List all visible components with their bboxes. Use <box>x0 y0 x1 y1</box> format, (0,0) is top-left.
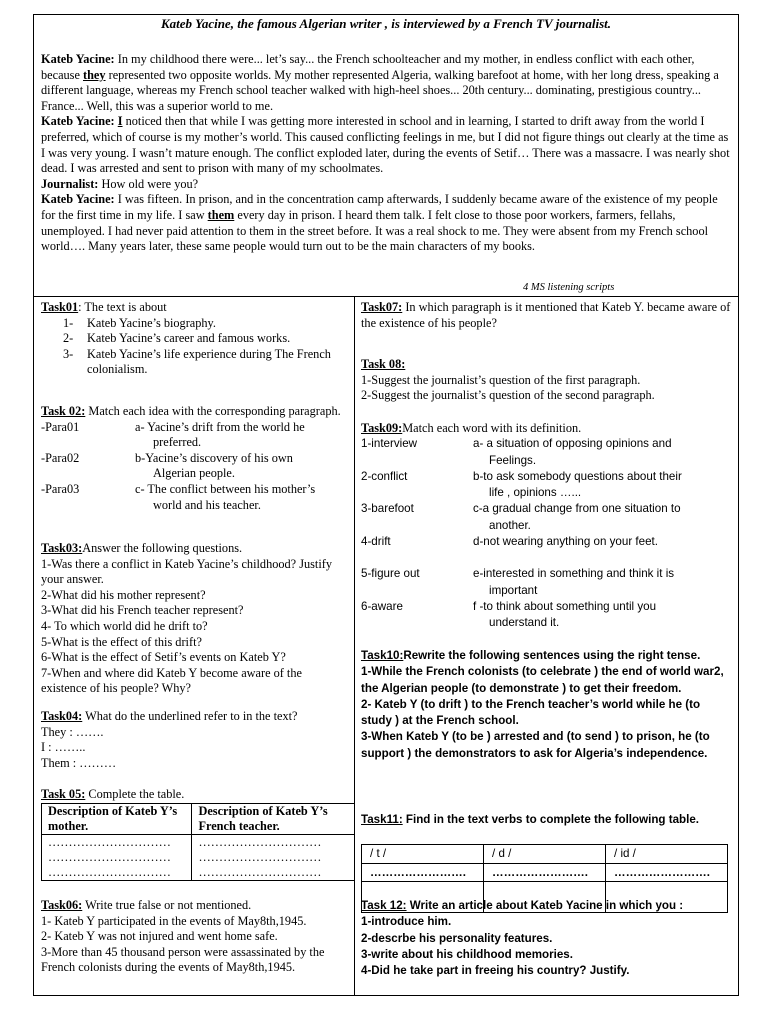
task04-item: Them : ……… <box>41 755 117 770</box>
task12: Task 12: Write an article about Kateb Yacine in which you : 1-introduce him. 2-descrbe his personality features. 3-write about his childhood memories. 4-Did he take part in freeing his country? Justify. <box>361 898 733 979</box>
task05-table <box>41 803 355 881</box>
task10-item: 3-When Kateb Y (to be ) arrested and (to send ) to prison, he (to support ) the demonstrators to ask for Algeria’s independence. <box>361 730 710 760</box>
task09-row: 2-conflict b-to ask somebody questions about their life , opinions …... <box>361 469 682 500</box>
underlined-them: them <box>207 207 235 222</box>
task11: Task11: Find in the text verbs to complete the following table. <box>361 813 699 826</box>
task05-cell[interactable]: ………………………… ………………………… ………………………… <box>192 835 355 881</box>
task09-row: 6-aware f -to think about something until you understand it. <box>361 599 657 630</box>
task05-header-teacher: Description of Kateb Y’s French teacher. <box>192 804 355 835</box>
source-note: 4 MS listening scripts <box>523 282 615 293</box>
task02-row: -Para01 a- Yacine’s drift from the world he preferred. <box>41 419 305 450</box>
task10-item: 2- Kateb Y (to drift ) to the French teacher’s world while he (to study ) at the French school. <box>361 697 701 728</box>
task11-header-d: / d / <box>484 845 606 864</box>
task02-row: -Para02 b-Yacine’s discovery of his own Algerian people. <box>41 450 293 481</box>
task09-row: 1-interview a- a situation of opposing opinions and Feelings. <box>361 437 672 467</box>
underlined-they: they <box>83 67 106 82</box>
task03-question: 7-When and where did Kateb Y become aware of the existence of his people? Why? <box>41 665 302 696</box>
task07: Task07: In which paragraph is it mentioned that Kateb Y. became aware of the existence of his people? <box>361 300 731 330</box>
task12-item: 3-write about his childhood memories. <box>361 947 573 961</box>
task05-header-mother: Description of Kateb Y’s mother. <box>42 804 192 835</box>
task01-option: 1- Kateb Yacine’s biography. <box>63 315 216 330</box>
task01-option: 3- Kateb Yacine’s life experience during The French colonialism. <box>63 346 331 377</box>
task09-row: 3-barefoot c-a gradual change from one situation to another. <box>361 502 681 532</box>
interview-paragraph-2: Kateb Yacine: I noticed then that while I was getting more interested in school and in learning, I started to drift away from the world I preferred, which of course is my mother’s world. This caused conflicting feelings in me, but I did not figure things out clearly at the time as I was very young. I wasn’t mature enough. The conflict exploded later, during the events of Setif… There was a massacre. I was nearly shot dead. I was arrested and sent to prison with many of my schoolmates. <box>41 114 730 176</box>
task02: Task 02: Match each idea with the corresponding paragraph. -Para01 a- Yacine’s drift from the world he preferred. -Para02 b-Yacine’s discovery of his own Algerian people. -Para03 c- The conflict between his mother’s world and his teacher. <box>41 404 350 513</box>
task03-question: 3-What did his French teacher represent? <box>41 603 244 618</box>
task04-item: They : ……. <box>41 724 104 739</box>
task08-item: 2-Suggest the journalist’s question of the second paragraph. <box>361 388 655 403</box>
task11-cell[interactable]: ……………………. <box>606 863 728 882</box>
task08-item: 1-Suggest the journalist’s question of the first paragraph. <box>361 372 641 387</box>
task03-question: 5-What is the effect of this drift? <box>41 634 202 649</box>
task02-row: -Para03 c- The conflict between his mother’s world and his teacher. <box>41 481 316 512</box>
task11-header-id: / id / <box>606 845 728 864</box>
task05: Task 05: Complete the table. <box>41 787 185 801</box>
interview-journalist-question: Journalist: How old were you? <box>41 176 199 191</box>
task09-row: 5-figure out e-interested in something and think it is important <box>361 567 675 597</box>
interview-paragraph-3: Kateb Yacine: I was fifteen. In prison, and in the concentration camp afterwards, I suddenly became aware of the existence of my people for the first time in my life. I saw them every day in prison. I heard them talk. I felt close to those poor workers, farmers, fellahs, unemployed. I had never paid attention to them in the street before. It was a real shock to me. They were absent from my French school world…. Many years later, these same people would turn out to be the main characters of my books. <box>41 192 718 254</box>
task08: Task 08: 1-Suggest the journalist’s question of the first paragraph. 2-Suggest the journalist’s question of the second paragraph. <box>361 357 733 404</box>
worksheet-page <box>33 14 739 996</box>
task03-question: 1-Was there a conflict in Kateb Yacine’s childhood? Justify your answer. <box>41 556 332 587</box>
task03-question: 6-What is the effect of Setif’s events on Kateb Y? <box>41 650 286 665</box>
task11-header-t: / t / <box>362 845 484 864</box>
task05-cell[interactable]: ………………………… ………………………… ………………………… <box>42 835 192 881</box>
task06-item: 3-More than 45 thousand person were assassinated by the French colonists during the events of May8th,1945. <box>41 944 325 975</box>
task06: Task06: Write true false or not mentioned. 1- Kateb Y participated in the events of May8th,1945. 2- Kateb Y was not injured and went home safe. 3-More than 45 thousand person were assassinated by the French colonists during the events of May8th,1945. <box>41 898 350 976</box>
task04-item: I : …….. <box>41 740 86 755</box>
task11-cell[interactable]: ……………………. <box>484 863 606 882</box>
task09: Task09:Match each word with its definition. 1-interview a- a situation of opposing opinions and Feelings. 2-conflict b-to ask somebody questions about their life , opinions …... 3-barefoot c-a gradual change from one situation to another. 4-drift d-not wearing anything on your feet. 5-figure out e-interested in something and think it is important 6-aware f -to think about something until you understand it. <box>361 420 733 632</box>
column-divider <box>354 297 355 995</box>
task11-cell[interactable]: ……………………. <box>362 863 484 882</box>
interview-section <box>34 15 738 297</box>
task01-option: 2- Kateb Yacine’s career and famous works. <box>63 331 291 346</box>
task03: Task03:Answer the following questions. 1-Was there a conflict in Kateb Yacine’s childhood? Justify your answer. 2-What did his mother represent? 3-What did his French teacher represent? 4- To which world did he drift to? 5-What is the effect of this drift? 6-What is the effect of Setif’s events on Kateb Y? 7-When and where did Kateb Y become aware of the existence of his people? Why? <box>41 541 350 697</box>
task10-item: 1-While the French colonists (to celebrate ) the end of world war2, the Algerian people (to demonstrate ) to get their freedom. <box>361 665 724 695</box>
worksheet-title: Kateb Yacine, the famous Algerian writer , is interviewed by a French TV journalist. <box>161 16 611 31</box>
task12-item: 2-descrbe his personality features. <box>361 931 553 945</box>
task03-question: 2-What did his mother represent? <box>41 587 206 602</box>
task12-item: 4-Did he take part in freeing his country? Justify. <box>361 964 630 978</box>
task06-item: 2- Kateb Y was not injured and went home safe. <box>41 929 278 944</box>
task12-item: 1-introduce him. <box>361 915 452 929</box>
task06-item: 1- Kateb Y participated in the events of May8th,1945. <box>41 913 307 928</box>
underlined-i: I <box>117 114 123 129</box>
task10: Task10:Rewrite the following sentences using the right tense. 1-While the French colonists (to celebrate ) the end of world war2, the Algerian people (to demonstrate ) to get their freedom. 2- Kateb Y (to drift ) to the French teacher’s world while he (to study ) at the French school. 3-When Kateb Y (to be ) arrested and (to send ) to prison, he (to support ) the demonstrators to ask for Algeria’s independence. <box>361 648 733 762</box>
task04: Task04: What do the underlined refer to in the text? They : ……. I : …….. Them : ……… <box>41 709 350 771</box>
interview-text <box>41 52 734 255</box>
task09-row: 4-drift d-not wearing anything on your feet. <box>361 535 658 549</box>
task01: Task01: The text is about 1- Kateb Yacine’s biography. 2- Kateb Yacine’s career and famous works. 3- Kateb Yacine’s life experience during The French colonialism. <box>41 300 350 378</box>
task03-question: 4- To which world did he drift to? <box>41 618 208 633</box>
interview-paragraph-1: Kateb Yacine: In my childhood there were... let’s say... the French schoolteacher and my mother, in endless conflict with each other, because they represented two opposite worlds. My mother represented Algeria, walking barefoot at home, with her long dress, speaking a different language, whereas my French school teacher walked with high-heel shoes... 20th century... dominating, prestigious country... France... Well, this was a superior world to me. <box>41 52 719 113</box>
